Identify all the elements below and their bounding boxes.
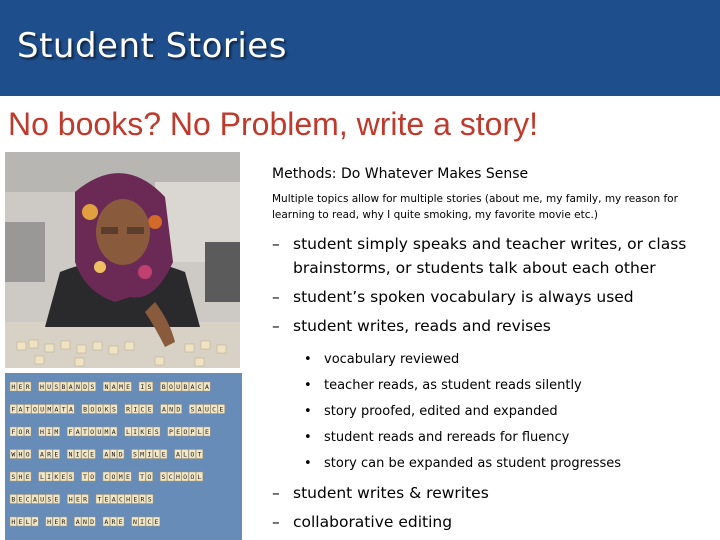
svg-text:I: I [140, 383, 145, 392]
svg-text:U: U [176, 383, 181, 392]
svg-text:O: O [190, 473, 195, 482]
bullet-marker: • [304, 352, 312, 367]
svg-text:E: E [90, 450, 95, 459]
svg-text:H: H [47, 518, 52, 527]
list-item-text: collaborative editing [293, 513, 453, 531]
svg-text:H: H [175, 473, 180, 482]
svg-text:I: I [75, 450, 80, 459]
svg-text:N: N [169, 405, 174, 414]
svg-text:R: R [111, 518, 116, 527]
svg-text:C: C [118, 495, 123, 504]
svg-text:E: E [18, 495, 23, 504]
letter-tiles-illustration [5, 373, 242, 540]
svg-text:O: O [183, 428, 188, 437]
svg-text:B: B [161, 383, 166, 392]
svg-text:S: S [190, 405, 195, 414]
svg-text:K: K [54, 473, 59, 482]
svg-text:F: F [11, 428, 16, 437]
svg-text:E: E [54, 450, 59, 459]
svg-text:D: D [176, 405, 181, 414]
svg-text:H: H [18, 450, 23, 459]
tile-word [10, 495, 60, 504]
tile-word [10, 405, 74, 414]
svg-text:W: W [11, 450, 16, 459]
svg-text:N: N [104, 383, 109, 392]
svg-text:C: C [82, 450, 87, 459]
svg-text:K: K [104, 405, 109, 414]
svg-text:O: O [32, 405, 37, 414]
svg-text:S: S [90, 383, 95, 392]
tile-word [74, 517, 95, 526]
svg-text:H: H [126, 495, 131, 504]
svg-text:D: D [118, 450, 123, 459]
tile-word [160, 382, 210, 391]
svg-text:P: P [168, 428, 173, 437]
bullet-marker: • [304, 456, 312, 471]
list-item-text: student’s spoken vocabulary is always used [293, 288, 634, 306]
svg-text:R: R [61, 518, 66, 527]
svg-text:C: C [140, 405, 145, 414]
svg-text:K: K [140, 428, 145, 437]
svg-text:A: A [104, 518, 109, 527]
tile-word [10, 382, 31, 391]
list-item [272, 232, 717, 280]
svg-text:I: I [133, 428, 138, 437]
svg-text:E: E [61, 473, 66, 482]
svg-text:H: H [68, 495, 73, 504]
svg-text:O: O [18, 428, 23, 437]
sub-list-item-text: story proofed, edited and expanded [324, 404, 558, 419]
tile-word [161, 405, 182, 414]
svg-text:U: U [47, 383, 52, 392]
svg-text:C: C [25, 495, 30, 504]
list-item [272, 314, 717, 338]
sub-list-item [302, 399, 717, 425]
methods-list [272, 232, 717, 338]
svg-text:S: S [111, 405, 116, 414]
sub-list [302, 347, 717, 477]
svg-text:M: M [47, 405, 52, 414]
svg-text:S: S [54, 383, 59, 392]
svg-text:T: T [197, 450, 202, 459]
svg-text:O: O [190, 450, 195, 459]
student-photo [5, 152, 240, 368]
svg-text:O: O [90, 405, 95, 414]
methods-heading: Methods: Do Whatever Makes Sense [272, 166, 529, 182]
svg-text:M: M [118, 473, 123, 482]
tile-word [67, 427, 117, 436]
tile-word [103, 450, 124, 459]
svg-text:H: H [39, 383, 44, 392]
svg-text:N: N [132, 518, 137, 527]
slide-title: Student Stories [17, 26, 287, 66]
dash-marker: – [272, 235, 280, 253]
list-item-text: student simply speaks and teacher writes, or class brainstorms, or students talk about each other [293, 235, 687, 277]
tile-word [39, 427, 60, 436]
svg-text:E: E [54, 495, 59, 504]
dash-marker: – [272, 484, 280, 502]
svg-text:I: I [140, 518, 145, 527]
svg-text:A: A [18, 405, 23, 414]
svg-text:C: C [104, 473, 109, 482]
svg-text:T: T [97, 495, 102, 504]
svg-text:O: O [90, 473, 95, 482]
tile-word [132, 450, 167, 459]
svg-text:E: E [154, 518, 159, 527]
tile-word [10, 450, 31, 459]
svg-text:L: L [197, 428, 202, 437]
svg-text:P: P [190, 428, 195, 437]
methods-list-continued [272, 481, 717, 534]
svg-text:H: H [11, 518, 16, 527]
svg-text:M: M [54, 428, 59, 437]
svg-text:F: F [68, 428, 73, 437]
svg-text:D: D [83, 383, 88, 392]
tile-word [10, 472, 31, 481]
svg-text:L: L [25, 518, 30, 527]
svg-text:E: E [75, 495, 80, 504]
svg-text:S: S [147, 383, 152, 392]
svg-text:S: S [147, 495, 152, 504]
svg-text:O: O [25, 450, 30, 459]
svg-text:B: B [183, 383, 188, 392]
svg-text:P: P [32, 518, 37, 527]
svg-text:B: B [11, 495, 16, 504]
dash-marker: – [272, 317, 280, 335]
methods-description: Multiple topics allow for multiple stories (about me, my family, my reason for learning to read, why I quite smoking, my favorite movie etc.) [272, 193, 678, 221]
svg-text:E: E [18, 518, 23, 527]
svg-text:L: L [197, 473, 202, 482]
svg-text:U: U [204, 405, 209, 414]
bullet-marker: • [304, 378, 312, 393]
dash-marker: – [272, 288, 280, 306]
svg-text:R: R [140, 495, 145, 504]
svg-text:O: O [183, 473, 188, 482]
svg-text:C: C [147, 518, 152, 527]
sub-list-item [302, 347, 717, 373]
svg-text:S: S [154, 428, 159, 437]
svg-text:T: T [61, 405, 66, 414]
list-item [272, 481, 717, 505]
svg-text:E: E [54, 518, 59, 527]
tile-word [82, 405, 117, 414]
svg-text:M: M [140, 450, 145, 459]
list-item [272, 285, 717, 309]
svg-text:R: R [126, 405, 131, 414]
svg-text:B: B [61, 383, 66, 392]
svg-text:A: A [39, 450, 44, 459]
svg-text:A: A [111, 383, 116, 392]
svg-text:E: E [133, 495, 138, 504]
svg-text:A: A [32, 495, 37, 504]
svg-text:L: L [125, 428, 130, 437]
svg-text:U: U [40, 495, 45, 504]
svg-text:L: L [39, 473, 44, 482]
svg-text:A: A [68, 405, 73, 414]
student-photo-illustration [5, 152, 240, 368]
svg-text:T: T [25, 405, 30, 414]
svg-text:E: E [126, 383, 131, 392]
svg-text:A: A [104, 450, 109, 459]
svg-text:S: S [161, 473, 166, 482]
svg-text:R: R [47, 450, 52, 459]
svg-text:R: R [83, 495, 88, 504]
svg-text:B: B [83, 405, 88, 414]
svg-text:T: T [82, 428, 87, 437]
tile-word [189, 405, 224, 414]
svg-text:I: I [47, 428, 52, 437]
svg-text:A: A [75, 518, 80, 527]
svg-text:L: L [154, 450, 159, 459]
svg-text:I: I [47, 473, 52, 482]
sub-list-item [302, 451, 717, 477]
svg-text:A: A [175, 450, 180, 459]
svg-text:O: O [111, 473, 116, 482]
sub-list-item [302, 425, 717, 451]
tile-word [103, 517, 124, 526]
svg-text:H: H [11, 383, 16, 392]
svg-text:A: A [204, 383, 209, 392]
svg-text:R: R [25, 428, 30, 437]
svg-text:L: L [183, 450, 188, 459]
svg-text:S: S [47, 495, 52, 504]
tile-word [10, 427, 31, 436]
svg-text:C: C [212, 405, 217, 414]
svg-text:H: H [18, 473, 23, 482]
svg-text:R: R [25, 383, 30, 392]
svg-text:U: U [40, 405, 45, 414]
sub-list-item-text: teacher reads, as student reads silently [324, 378, 582, 393]
svg-text:T: T [82, 473, 87, 482]
svg-text:E: E [147, 428, 152, 437]
svg-text:C: C [197, 383, 202, 392]
svg-text:A: A [197, 405, 202, 414]
tile-word [46, 517, 67, 526]
svg-text:E: E [204, 428, 209, 437]
tile-word [39, 450, 60, 459]
tile-word [39, 472, 74, 481]
svg-text:O: O [168, 383, 173, 392]
svg-text:E: E [219, 405, 224, 414]
svg-text:E: E [118, 518, 123, 527]
svg-text:M: M [118, 383, 123, 392]
svg-text:A: A [75, 428, 80, 437]
svg-text:A: A [68, 383, 73, 392]
content-area [272, 166, 717, 534]
svg-text:E: E [176, 428, 181, 437]
svg-text:I: I [133, 405, 138, 414]
svg-text:D: D [90, 518, 95, 527]
sub-list-item-text: vocabulary reviewed [324, 352, 460, 367]
svg-text:A: A [54, 405, 59, 414]
svg-text:S: S [132, 450, 137, 459]
svg-text:A: A [111, 428, 116, 437]
letter-tiles-photo [5, 373, 242, 540]
title-banner [0, 0, 720, 96]
bullet-marker: • [304, 404, 312, 419]
list-item-text: student writes & rewrites [293, 484, 489, 502]
svg-text:M: M [104, 428, 109, 437]
sub-list-item-text: story can be expanded as student progresses [324, 456, 622, 471]
slide-subtitle: No books? No Problem, write a story! [8, 106, 538, 142]
svg-text:N: N [68, 450, 73, 459]
dash-marker: – [272, 513, 280, 531]
svg-text:E: E [25, 473, 30, 482]
svg-text:S: S [68, 473, 73, 482]
svg-text:I: I [147, 450, 152, 459]
sub-list-item-text: student reads and rereads for fluency [324, 430, 570, 445]
svg-text:F: F [11, 405, 16, 414]
svg-text:E: E [125, 473, 130, 482]
svg-text:E: E [18, 383, 23, 392]
svg-text:N: N [111, 450, 116, 459]
svg-text:E: E [104, 495, 109, 504]
svg-text:A: A [111, 495, 116, 504]
svg-text:A: A [190, 383, 195, 392]
sub-list-item [302, 373, 717, 399]
svg-text:O: O [97, 405, 102, 414]
bullet-marker: • [304, 430, 312, 445]
svg-text:E: E [147, 405, 152, 414]
svg-text:N: N [82, 518, 87, 527]
svg-text:N: N [75, 383, 80, 392]
tile-word [67, 495, 88, 504]
svg-text:O: O [147, 473, 152, 482]
svg-text:A: A [161, 405, 166, 414]
svg-text:O: O [90, 428, 95, 437]
svg-text:C: C [168, 473, 173, 482]
list-item [272, 510, 717, 534]
svg-text:U: U [97, 428, 102, 437]
list-item-text: student writes, reads and revises [293, 317, 551, 335]
svg-text:E: E [161, 450, 166, 459]
svg-text:H: H [39, 428, 44, 437]
svg-text:T: T [140, 473, 145, 482]
tile-word [125, 427, 160, 436]
svg-text:S: S [11, 473, 16, 482]
